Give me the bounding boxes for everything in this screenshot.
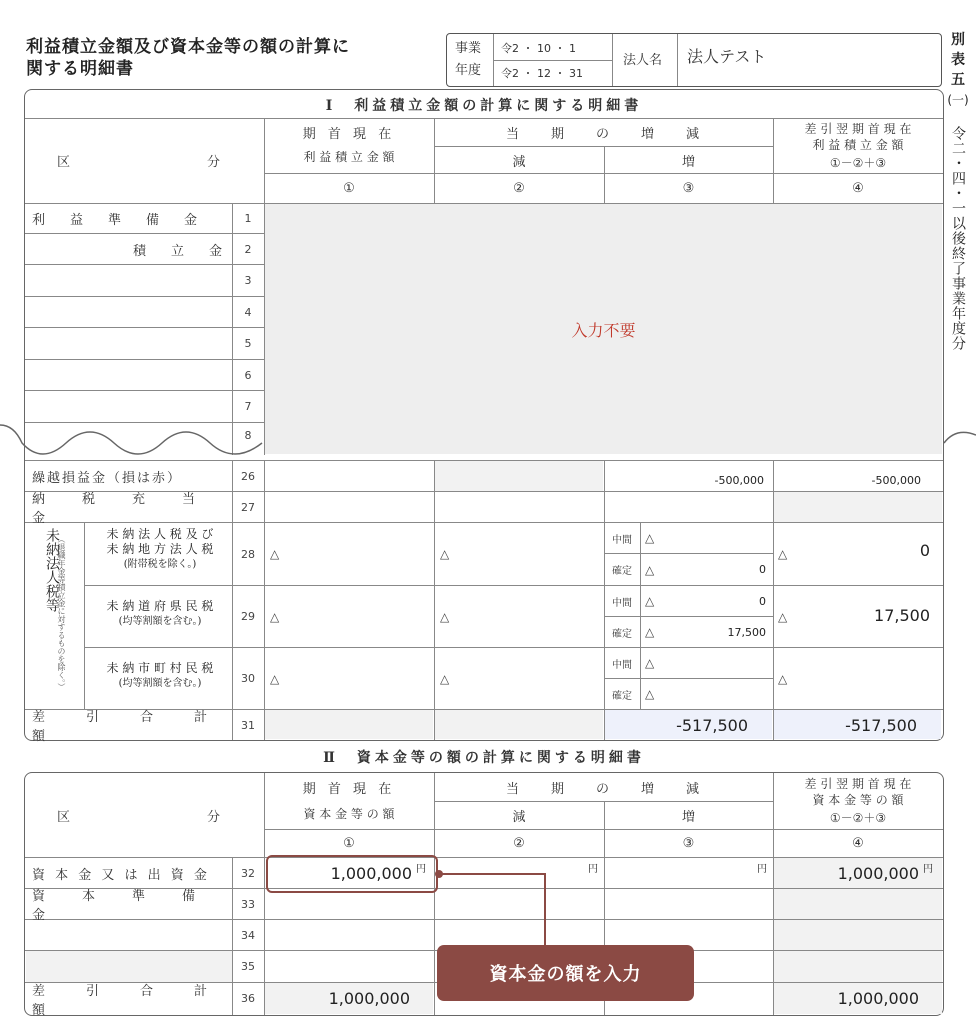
section1-col4-header-line1: 差 引 翌 期 首 現 在 [804, 122, 912, 136]
row-number-3: 3 [244, 274, 252, 287]
row31-col2-shade [435, 710, 603, 739]
row30-kakutei-triangle: △ [645, 687, 655, 701]
side-char-4: (一) [947, 93, 969, 107]
row26-col3-value[interactable]: -500,000 [714, 473, 764, 487]
row-number-1: 1 [244, 212, 252, 225]
section-break-wave [0, 415, 976, 465]
row-number-30: 30 [241, 672, 255, 685]
row26-col2-shade [435, 461, 603, 491]
row30-label [88, 660, 232, 692]
row32-label: 資 本 金 又 は 出 資 金 [32, 867, 210, 883]
period-end-date[interactable]: 令2 ・ 12 ・ 31 [501, 67, 583, 80]
section2-col4-header-line2: 資 本 金 等 の 額 [812, 793, 904, 807]
row31-col4-value: -517,500 [845, 715, 917, 735]
row32-col1-value[interactable]: 1,000,000 [330, 863, 412, 883]
form-number-label [944, 30, 972, 357]
section1-col1-header-line1: 期 首 現 在 [302, 126, 396, 142]
row28-chukan-triangle: △ [645, 531, 655, 545]
row36-label: 差 引 合 計 額 [32, 983, 249, 1018]
section1-col4-header-line2: 利 益 積 立 金 額 [812, 138, 904, 152]
side-char-1: 別 [951, 32, 965, 48]
section2-col1-header-line1: 期 首 現 在 [302, 781, 396, 797]
section1-col3-header: 増 [681, 154, 695, 170]
row26-col4-value: -500,000 [871, 473, 921, 487]
row32-col2-yen: 円 [588, 864, 598, 875]
mino-group-sub-text: （退職年金等積立金に対するものを除く。） [57, 535, 66, 691]
section1-col4-header-line3: ①－②＋③ [829, 155, 887, 170]
row-number-33: 33 [241, 897, 255, 911]
row30-chukan-triangle: △ [645, 656, 655, 670]
company-name[interactable]: 法人テスト [687, 47, 767, 66]
document-title [26, 36, 350, 80]
row-number-31: 31 [241, 718, 255, 732]
row30-kakutei-label: 確定 [612, 690, 632, 702]
houjin-label: 法人名 [623, 53, 663, 68]
section1-circ4: ④ [852, 181, 864, 196]
row29-kakutei-label: 確定 [612, 628, 632, 640]
row33-col4-shade [774, 889, 942, 919]
row-number-36: 36 [241, 992, 255, 1005]
side-char-3: 五 [951, 72, 965, 88]
row27-label: 納 税 充 当 金 [32, 492, 233, 526]
jigyou-label: 事業 [455, 41, 482, 56]
document-title-line2: 関する明細書 [26, 59, 134, 79]
row35-label-shade [26, 951, 232, 982]
row29-chukan-label: 中間 [612, 597, 632, 609]
row30-col4-triangle: △ [778, 671, 788, 686]
callout-enter-capital: 資本金の額を入力 [437, 945, 694, 1001]
row28-label-line1: 未 納 法 人 税 及 び [106, 527, 214, 541]
row29-label-line2: (均等割額を含む。) [118, 616, 202, 627]
section2-kubun-header: 区 分 [56, 809, 232, 825]
side-char-2: 表 [951, 52, 965, 68]
row29-col1-triangle: △ [270, 609, 280, 624]
row28-kakutei-label: 確定 [612, 566, 632, 577]
row-number-5: 5 [244, 337, 252, 350]
row28-label [88, 527, 232, 572]
row32-col1-yen: 円 [416, 864, 426, 875]
row-number-2: 2 [244, 242, 252, 256]
row28-col4-value: 0 [919, 541, 930, 560]
row35-col4-shade [774, 951, 942, 982]
row2-label: 積 立 金 [132, 243, 228, 259]
section1-col2-header: 減 [512, 154, 526, 170]
row28-label-line2: 未 納 地 方 法 人 税 [106, 542, 214, 556]
row29-chukan-value[interactable]: 0 [759, 594, 766, 608]
row30-label-line1: 未 納 市 町 村 民 税 [106, 661, 214, 675]
row28-kakutei-triangle: △ [645, 562, 655, 577]
row29-col2-triangle: △ [440, 609, 450, 624]
row30-label-line2: (均等割額を含む。) [118, 678, 202, 689]
callout-connector [430, 866, 560, 950]
row26-label: 繰越損益金（損は赤） [32, 470, 183, 486]
row31-label: 差 引 合 計 額 [32, 710, 249, 744]
row-number-35: 35 [241, 960, 255, 973]
applicable-period-text: 令二・四・一以後終了事業年度分 [950, 126, 966, 351]
row-number-26: 26 [241, 469, 255, 483]
section2-col3-header: 増 [681, 810, 695, 825]
row32-col4-yen: 円 [923, 864, 933, 875]
section2-title: Ⅱ 資本金等の額の計算に関する明細書 [323, 750, 645, 766]
section1-circ1: ① [343, 181, 355, 196]
section2-col4-header-line3: ①－②＋③ [829, 811, 887, 825]
row29-kakutei-value[interactable]: 17,500 [727, 625, 766, 639]
period-start-date[interactable]: 令2 ・ 10 ・ 1 [501, 42, 576, 55]
nendo-label: 年度 [455, 63, 482, 78]
row34-col4-shade [774, 920, 942, 950]
row-number-7: 7 [244, 400, 252, 413]
section1-zougen-header: 当 期 の 増 減 [505, 126, 701, 142]
row29-label [88, 598, 232, 630]
row-number-29: 29 [241, 610, 255, 623]
row28-label-line3: (附帯税を除く。) [123, 559, 197, 570]
row1-label: 利 益 準 備 金 [32, 213, 204, 228]
row36-col4-value: 1,000,000 [837, 989, 919, 1008]
row29-chukan-triangle: △ [645, 594, 655, 608]
row29-col4-value: 17,500 [874, 605, 930, 625]
section1-circ2: ② [513, 181, 525, 196]
section1-col1-header-line2: 利 益 積 立 金 額 [303, 149, 395, 164]
section1-title: Ⅰ 利益積立金額の計算に関する明細書 [325, 98, 643, 114]
section2-circ1: ① [343, 836, 355, 851]
document-title-line1: 利益積立金額及び資本金等の額の計算に [26, 37, 350, 57]
fiscal-year-header [446, 33, 942, 87]
not-required-label: 入力不要 [571, 320, 636, 340]
row30-col2-triangle: △ [440, 671, 450, 686]
section1-kubun-header: 区 分 [56, 155, 232, 170]
row-number-8: 8 [244, 428, 252, 442]
row29-col4-triangle: △ [778, 609, 788, 624]
row-number-34: 34 [241, 928, 255, 942]
section2-circ3: ③ [682, 836, 695, 851]
row-number-6: 6 [244, 368, 252, 382]
row28-col1-triangle: △ [270, 547, 280, 561]
section2-col2-header: 減 [512, 810, 526, 825]
mino-group-sub [56, 535, 72, 694]
row-number-28: 28 [241, 547, 255, 561]
mino-group-label [36, 528, 60, 624]
section1-circ3: ③ [682, 181, 695, 196]
row30-col1-triangle: △ [270, 671, 280, 686]
row-number-27: 27 [241, 500, 255, 514]
row32-col4-value: 1,000,000 [837, 863, 919, 883]
row36-col1-value: 1,000,000 [328, 989, 410, 1008]
row-number-4: 4 [244, 305, 252, 319]
row-number-32: 32 [241, 866, 255, 880]
row28-col2-triangle: △ [440, 547, 450, 561]
row33-label: 資 本 準 備 金 [32, 889, 233, 923]
section2-circ2: ② [513, 836, 525, 851]
row29-label-line1: 未 納 道 府 県 民 税 [106, 599, 214, 613]
row27-col4-shade [774, 492, 942, 522]
section2-circ4: ④ [852, 836, 864, 851]
capital-input-highlight [266, 855, 438, 893]
row28-chukan-label: 中間 [612, 534, 632, 546]
row29-kakutei-triangle: △ [645, 625, 655, 639]
row31-col3-value: -517,500 [676, 715, 748, 735]
row30-chukan-label: 中間 [612, 659, 632, 671]
section2-col4-header-line1: 差 引 翌 期 首 現 在 [804, 777, 912, 791]
row32-col3-yen: 円 [757, 864, 767, 875]
mino-group-chars: 未納法人税等 [44, 528, 60, 612]
section2-zougen-header: 当 期 の 増 減 [505, 781, 701, 797]
row31-col1-shade [265, 710, 433, 739]
row28-col4-triangle: △ [778, 547, 788, 561]
row28-kakutei-value[interactable]: 0 [759, 563, 766, 576]
section2-col1-header-line2: 資 本 金 等 の 額 [303, 806, 395, 821]
